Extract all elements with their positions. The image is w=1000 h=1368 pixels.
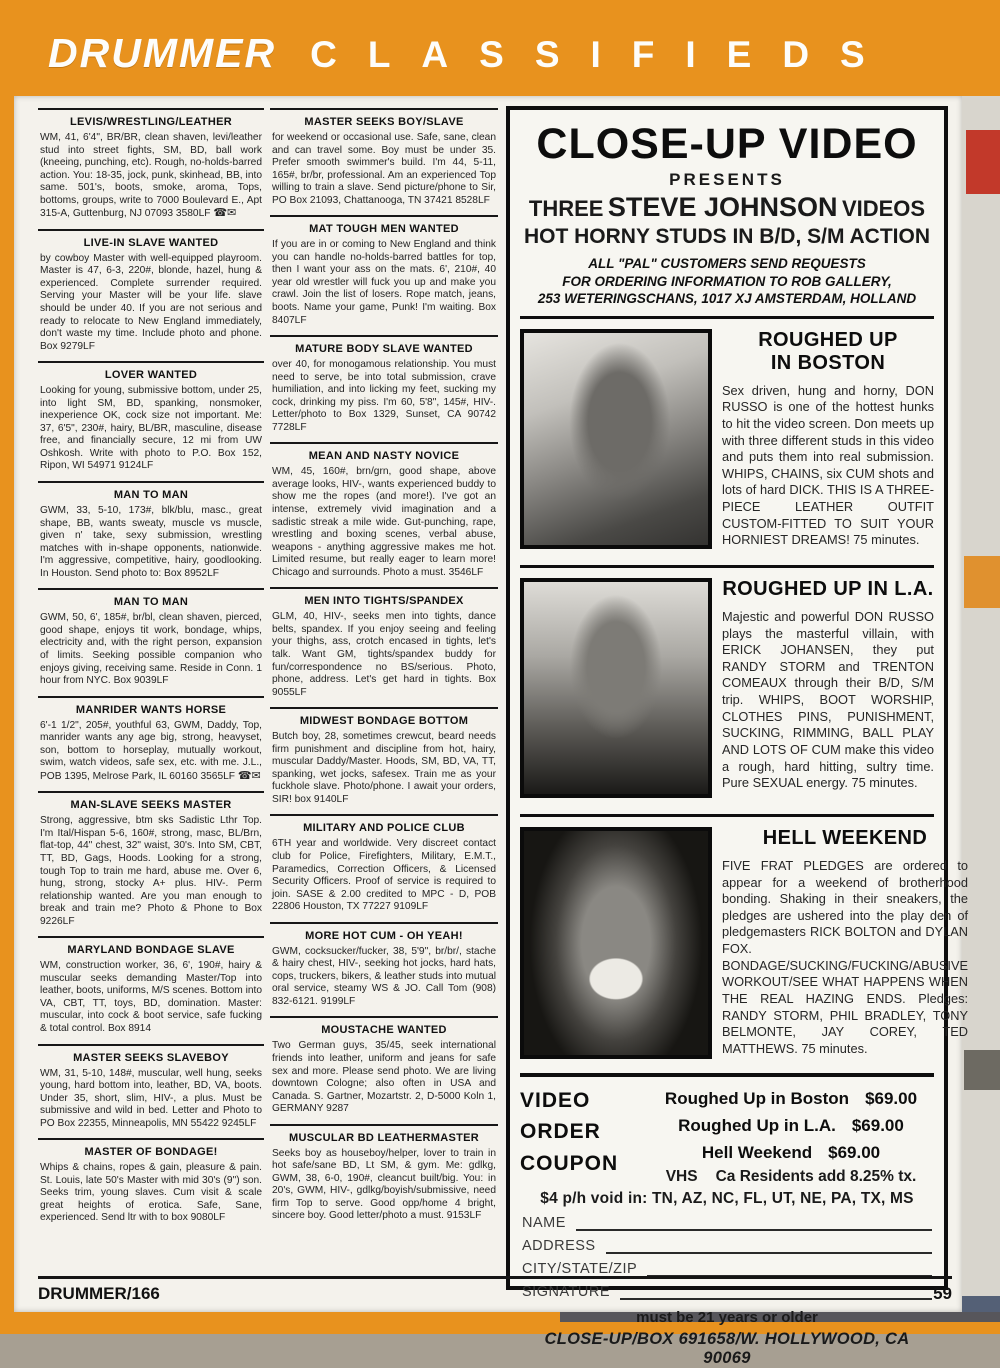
classified-column-left	[38, 108, 264, 1233]
ad-title: MAN-SLAVE SEEKS MASTER	[70, 799, 232, 812]
video-ad-header	[520, 120, 934, 308]
video-heading: HELL WEEKEND	[762, 826, 928, 849]
video-heading: ROUGHED UP IN BOSTON	[758, 328, 898, 374]
fill-in-line	[576, 1216, 932, 1231]
ad-body: Looking for young, submissive bottom, under 25, into light SM, BD, spanking, nonsmoker, inexperience OK, cock size not important. Me: 37, 6'5", 230#, hairy, BL/BR, masculine, disease free, and financially secure, 12 mi from UW Oshkosh. Write with photo to P.O. Box 152, Ripon, WI 54971 9124LF	[40, 385, 262, 472]
coupon-item: Roughed Up in Boston $69.00	[664, 1088, 918, 1108]
ad-body: If you are in or coming to New England and think you can handle no-holds-barred battles for top, then I want your ass on the mats. 6', 210#, 40 year old wrestler will fuck you up and make you crawl. Join the list of losers. Rope match, jeans, boots. Name your game, Punk! I'm waiting. Box 8407LF	[272, 239, 496, 326]
ad-maryland-bondage-slave	[38, 936, 264, 1043]
ad-body: WM, construction worker, 36, 6', 190#, hairy & muscular seeks demanding Master/Top into leather, boots, uniforms, M/S scenes. Bottom into VA, CBT, TT, toys, BD, domination. Master: muscular, into cock & boot service, safe fucking & total control. Box 8914	[40, 960, 262, 1034]
ad-body: Butch boy, 28, sometimes crewcut, beard needs firm punishment and discipline from hot, hairy, muscular Daddy/Master. Hoods, SM, BD, VA, TT, spanking, wet jocks, safesex. Train me as your fuckhole slave. Photo/phone. I await your orders, SIR! box 9140LF	[272, 731, 496, 805]
adjacent-page-bleed-gray	[964, 1050, 1000, 1090]
envelope-icon: ✉	[227, 207, 237, 220]
ad-man-to-man-1	[38, 481, 264, 588]
video-description: Sex driven, hung and horny, DON RUSSO is one of the hottest hunks to hit the video screen. Don meets up with three different studs in this video and puts them into real submission. WHIPS, CHAINS, six CUM shots and lots of hard DICK. THIS IS A THREE-PIECE LEATHER OUTFIT CUSTOM-FITTED TO SUIT YOUR HORNIEST DREAMS! 75 minutes.	[722, 382, 934, 548]
coupon-field-city-state-zip: CITY/STATE/ZIP	[520, 1261, 934, 1277]
ad-body: GWM, cocksucker/fucker, 38, 5'9", br/br/, stache & hairy chest, HIV-, seeking hot jocks, hard hats, cops, truckers, bikers, & leather studs into mutual oral service, steamy WS & JO. Call Tom (908) 832-6121. 9199LF	[272, 945, 496, 1007]
video-order-coupon	[520, 1073, 934, 1368]
ad-body: WM, 31, 5-10, 148#, muscular, well hung, seeks young, hard bottom into, leather, BD, VA, boots. Under 35, short, slim, HIV-, a plus. Must be submissive and wild in bed. Letter and Photo to PO Box 22355, Minneapolis, MN 55422 9245LF	[40, 1067, 262, 1129]
ad-title: MATURE BODY SLAVE WANTED	[295, 343, 473, 356]
coupon-label: VIDEO ORDER COUPON	[520, 1088, 619, 1175]
ad-body: GWM, 33, 5-10, 173#, blk/blu, masc., great shape, BB, wants sweaty, muscle vs muscle, given n' take, sexy submission, wrestling matches with in-shape opponents, nationwide. I'm aggressive, competitive, hairy, goodlooking. In Houston. Send photo to: Box 8952LF	[40, 505, 262, 579]
pal-customers-note: ALL "PAL" CUSTOMERS SEND REQUESTS FOR ORDERING INFORMATION TO ROB GALLERY, 253 WETERINGSCHANS, 1017 XJ AMSTERDAM, HOLLAND	[537, 256, 917, 307]
adjacent-page-bleed	[962, 96, 1000, 1312]
ad-more-hot-cum	[270, 922, 498, 1017]
page-number: 59	[933, 1284, 952, 1303]
ad-title: MAN TO MAN	[113, 596, 189, 609]
ad-title: MOUSTACHE WANTED	[321, 1024, 447, 1037]
ad-body: GWM, 50, 6', 185#, br/bl, clean shaven, pierced, good shape, enjoys tit work, bondage, whips, electricity and, with the right person, expansion of limits. Seeking possible companion who enjoys giving, receiving same. Reside in Conn. 1 hour from NYC. Box 9039LF	[40, 612, 262, 687]
ad-title: MAN TO MAN	[113, 489, 189, 502]
ad-manrider-wants-horse	[38, 696, 264, 792]
ad-title: LEVIS/WRESTLING/LEATHER	[70, 116, 232, 128]
issue-label: DRUMMER/166	[38, 1284, 160, 1303]
ad-title: MUSCULAR BD LEATHERMASTER	[288, 1131, 479, 1144]
ad-muscular-bd-leathermaster	[270, 1124, 498, 1231]
section-title: CLASSIFIEDS	[310, 34, 896, 75]
ad-body: over 40, for monogamous relationship. You must need to serve, be into total submission, crave humiliation, and into licking my feet, sucking my cock, drinking my piss. I'm 60, 5'8", 145#, HIV-. Letter/photo to Box 1329, Sunset, CA 90742 7728LF	[272, 359, 496, 433]
photo-roughed-up-in-la	[520, 578, 712, 798]
classified-column-middle	[270, 108, 498, 1231]
video-section-boston	[520, 316, 934, 557]
coupon-item: Roughed Up in L.A. $69.00	[678, 1116, 904, 1136]
ad-lover-wanted	[38, 361, 264, 481]
video-section-hell-weekend	[520, 814, 969, 1067]
phone-icon: ☎	[237, 769, 252, 782]
ad-title: MILITARY AND POLICE CLUB	[303, 822, 465, 835]
ad-body: WM, 41, 6'4", BR/BR, clean shaven, levi/leather stud into street fights, SM, BD, ball work (kneeing, punching, etc). Rough, no-holds-barred action. You: 18-35, jock, punk, skinhead, BB, into same. 501's, boots, smoke, aroma, Tops, bottoms, groups, write to 7000 Boulevard E., Apt 315-A, Guttenburg, NJ 07093 3580LF ☎✉	[40, 132, 262, 220]
ad-title: MORE HOT CUM - OH YEAH!	[305, 929, 463, 942]
ad-body: Whips & chains, ropes & gain, pleasure & pain. St. Louis, late 50's Master with mid 30's (9") son. Seeks trim, young slaves. Cum visit & scale great heights of erotica. Safe, Sane, experienced. Send ltr with to box 9080LF	[40, 1162, 262, 1224]
phone-icon: ☎	[213, 207, 228, 220]
page-footer	[38, 1276, 952, 1304]
ad-title: LOVER WANTED	[104, 369, 198, 382]
ad-title: MEAN AND NASTY NOVICE	[308, 450, 460, 463]
ad-mean-and-nasty-novice	[270, 442, 498, 587]
magazine-title: DRUMMER	[48, 30, 277, 76]
video-ad-headline: THREE STEVE JOHNSON VIDEOS	[528, 192, 926, 222]
ad-man-to-man-2	[38, 588, 264, 695]
vhs-note: VHS Ca Residents add 8.25% tx.	[665, 1168, 917, 1186]
coupon-field-address: ADDRESS	[520, 1238, 934, 1254]
ad-body: 6'-1 1/2", 205#, youthful 63, GWM, Daddy, Top, manrider wants any age big, strong, heavyset, son, bottom to horseplay, mutually workout, swim, watch videos, safe sex, etc. with me. J.L., POB 1395, Melrose Park, IL 60160 3565LF ☎✉	[40, 719, 262, 782]
ad-master-seeks-slaveboy	[38, 1044, 264, 1139]
video-description: FIVE FRAT PLEDGES are ordered to appear for a weekend of brotherhood bonding. Shaking in their sneakers, the pledges are ushered into the play den of pledgemasters RICK BOLTON and DYLAN FOX. BONDAGE/SUCKING/FUCKING/ABUSIVE WORKOUT/SEE WHAT HAPPENS WHEN THE REAL HAZING ENDS. Pledges: RANDY STORM, PHIL BRADLEY, TONY BELMONTE, JAY COREY, TED MATTHEWS. 75 minutes.	[722, 857, 969, 1056]
video-ad-presents: PRESENTS	[669, 170, 785, 189]
ad-title: MASTER OF BONDAGE!	[84, 1146, 218, 1159]
photo-roughed-up-in-boston	[520, 329, 712, 549]
video-description: Majestic and powerful DON RUSSO plays the masterful villain, with ERICK JOHANSEN, they put RANDY STORM and TRENTON COMEAUX through their B/D, S/M trip. WHIPS, BOOT WORSHIP, CLOTHES PINS, PUNISHMENT, SUCKING, RIMMING, BALL PLAY AND LOTS OF CUM make this video a rough, hard hitting, sultry time. Pure SEXUAL energy. 75 minutes.	[722, 608, 934, 791]
coupon-item: Hell Weekend $69.00	[701, 1143, 881, 1163]
ad-title: MANRIDER WANTS HORSE	[75, 703, 227, 716]
ad-body: 6TH year and worldwide. Very discreet contact club for Police, Firefighters, Military, E.M.T., Paramedics, Correction Officers, & Licensed Security Officers. Proof of service is required to join. SASE & 2.00 credited to MPC - D, POB 22806 Houston, TX 77227 9109LF	[272, 838, 496, 913]
adjacent-page-bleed-red	[966, 130, 1000, 194]
ad-mature-body-slave-wanted	[270, 335, 498, 442]
ad-body: by cowboy Master with well-equipped playroom. Master is 47, 6-3, 220#, blonde, hazel, hung & experienced. Complete surrender required. Serving your Master will be your life. slave should be under 40. If you are not serious and ready to relocate to New England immediately, don't waste my time. Include photo and phone. Box 9279LF	[40, 252, 262, 352]
ad-master-seeks-boy-slave	[270, 108, 498, 215]
void-note: $4 p/h void in: TN, AZ, NC, FL, UT, NE, PA, TX, MS	[540, 1190, 914, 1208]
adjacent-page-bleed-orange	[964, 556, 1000, 608]
page-body	[14, 96, 969, 1368]
ad-title: MASTER SEEKS SLAVEBOY	[73, 1051, 229, 1064]
ad-mat-tough-men-wanted	[270, 215, 498, 335]
coupon-field-name: NAME	[520, 1215, 934, 1231]
ad-body: Seeks boy as houseboy/helper, lover to train in hot safe/sane BD, Lt SM, & gym. Me: gdlkg, GWM, 38, 6-0, 190#, cleancut built/big. You: in 20's, GWM, HIV-, gdlkg/boyish/submissive, need firm Top to serve. Good opp/home 4 bright, sincere boy. Good letter/photo a must. 9153LF	[272, 1147, 496, 1222]
ad-levis-wrestling-leather	[38, 108, 264, 229]
ad-body: Strong, aggressive, btm sks Sadistic Lthr Top. I'm Ital/Hispan 5-6, 160#, strong, masc, BL/Brn, flat-top, 44" chest, 32" waist, 30's. Into SM, CBT, TT, BD, Gags, Hoods. Looking for a strong, tough Top to train me hard, abuse me. Over 6, hung, strong, stocky A+ plus. HIV-. Perm relationship wanted. Are you man enough to break and train me? Photo & Phone to Box 9226LF	[40, 815, 262, 927]
ad-body: for weekend or occasional use. Safe, sane, clean and can travel some. Boy must be under 35. Prefer smooth swimmer's build. I'm 44, 5-11, 165#, br/br, professional. Am an experienced Top willing to train a slave. Send picture/phone to Sir, PO Box 21093, Chattanooga, TN 37421 8528LF	[272, 132, 496, 206]
ad-title: MAT TOUGH MEN WANTED	[309, 223, 459, 236]
video-ad-subheadline: HOT HORNY STUDS IN B/D, S/M ACTION	[523, 225, 930, 248]
video-heading: ROUGHED UP IN L.A.	[722, 577, 934, 600]
ad-title: MASTER SEEKS BOY/SLAVE	[304, 116, 464, 128]
ad-title: LIVE-IN SLAVE WANTED	[83, 236, 219, 249]
envelope-icon: ✉	[251, 769, 261, 782]
ad-title: MIDWEST BONDAGE BOTTOM	[299, 715, 469, 728]
ad-title: MEN INTO TIGHTS/SPANDEX	[304, 595, 464, 608]
ad-military-and-police-club	[270, 814, 498, 921]
ad-body: WM, 45, 160#, brn/grn, good shape, above average looks, HIV-, wants experienced buddy to show me the ropes (and more!). I've got an intense, extremely vivid imagination and a sadistic streak a mile wide. Gut-punching, rape, wrestling and boxing scenes, verbal abuse, weapons - anything aggressive makes me hot. Limited resume, but really eager to learn more! Chicago and surrounds. Photo a must. 3546LF	[272, 466, 496, 578]
age-requirement-note: must be 21 years or older	[636, 1309, 818, 1327]
ad-moustache-wanted	[270, 1016, 498, 1123]
ad-midwest-bondage-bottom	[270, 707, 498, 814]
photo-hell-weekend	[520, 827, 712, 1059]
coupon-items	[648, 1085, 934, 1187]
ad-men-into-tights-spandex	[270, 587, 498, 707]
ad-title: MARYLAND BONDAGE SLAVE	[67, 944, 235, 957]
video-section-la	[520, 565, 934, 806]
ad-man-slave-seeks-master	[38, 791, 264, 936]
fill-in-line	[606, 1239, 932, 1254]
mailing-address: CLOSE-UP/BOX 691658/W. HOLLYWOOD, CA 90069	[544, 1330, 910, 1368]
ad-body: GLM, 40, HIV-, seeks men into tights, dance belts, spandex. If you enjoy seeing and feeling your thighs, ass, crotch encased in tights, let's talk. Want GM, tights/spandex buddy for fun/correspondence no BS/serious. Photo, phone, address. Let's get hard in tights. Box 9055LF	[272, 611, 496, 698]
ad-live-in-slave-wanted	[38, 229, 264, 361]
ad-body: Two German guys, 35/45, seek international friends into leather, uniform and jeans for safe sex and more. Please send photo. We are living downtown Cologne; also often in USA and Canada. S. Gartner, Mozartstr. 2, D-5000 Koln 1, GERMANY 9287	[272, 1040, 496, 1115]
coupon-field-signature: SIGNATURE	[520, 1284, 934, 1300]
ad-master-of-bondage	[38, 1138, 264, 1233]
masthead	[48, 30, 970, 77]
video-ad-title: CLOSE-UP VIDEO	[536, 120, 918, 168]
